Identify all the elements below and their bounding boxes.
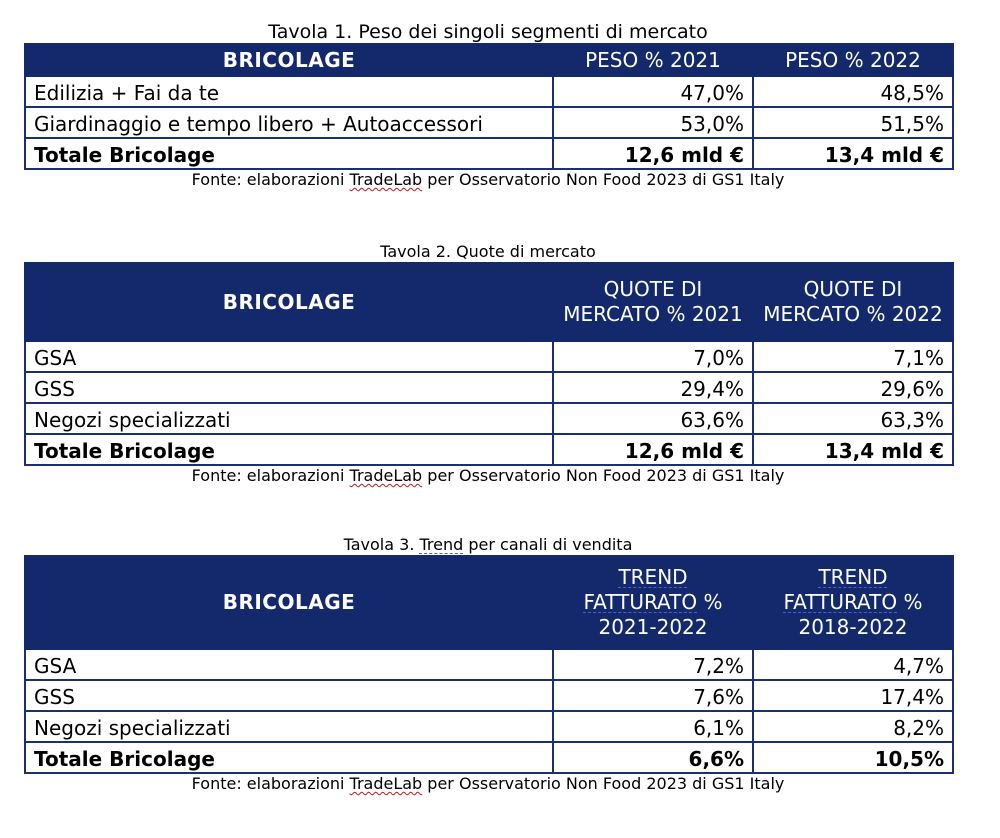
header-peso-2022: PESO % 2022 <box>753 44 953 76</box>
table-header-row <box>25 263 953 341</box>
table-1-caption: Tavola 1. Peso dei singoli segmenti di mercato <box>268 21 708 43</box>
cell-value: 63,3% <box>753 403 953 434</box>
table-row <box>25 649 953 680</box>
total-value: 6,6% <box>553 742 753 773</box>
row-label: Negozi specializzati <box>25 711 553 742</box>
row-label: Negozi specializzati <box>25 403 553 434</box>
total-label: Totale Bricolage <box>25 742 553 773</box>
source-suffix: per Osservatorio Non Food 2023 di GS1 Italy <box>422 466 785 485</box>
source-suffix: per Osservatorio Non Food 2023 di GS1 Italy <box>422 170 785 189</box>
total-value: 13,4 mld € <box>753 434 953 465</box>
source-prefix: Fonte: elaborazioni <box>191 170 350 189</box>
cell-value: 47,0% <box>553 76 753 107</box>
header-bricolage: BRICOLAGE <box>25 556 553 649</box>
header-word-trend: TREND <box>818 565 888 589</box>
row-label: GSA <box>25 649 553 680</box>
table-header-row <box>25 44 953 76</box>
row-label: GSS <box>25 680 553 711</box>
cell-value: 7,1% <box>753 341 953 372</box>
cell-value: 29,4% <box>553 372 753 403</box>
cell-value: 7,6% <box>553 680 753 711</box>
total-label: Totale Bricolage <box>25 138 553 169</box>
header-percent: % <box>897 590 923 614</box>
cell-value: 29,6% <box>753 372 953 403</box>
cell-value: 7,0% <box>553 341 753 372</box>
source-suffix: per Osservatorio Non Food 2023 di GS1 Italy <box>422 774 785 793</box>
total-value: 13,4 mld € <box>753 138 953 169</box>
total-label: Totale Bricolage <box>25 434 553 465</box>
header-quote-2022: QUOTE DI MERCATO % 2022 <box>753 263 953 341</box>
table-row <box>25 372 953 403</box>
table-3-caption <box>24 535 952 555</box>
total-value: 10,5% <box>753 742 953 773</box>
cell-value: 17,4% <box>753 680 953 711</box>
table-1-source <box>24 171 952 189</box>
row-label: GSS <box>25 372 553 403</box>
cell-value: 48,5% <box>753 76 953 107</box>
header-peso-2021: PESO % 2021 <box>553 44 753 76</box>
total-value: 12,6 mld € <box>553 138 753 169</box>
row-label: Edilizia + Fai da te <box>25 76 553 107</box>
total-row <box>25 138 953 169</box>
table-2 <box>24 262 954 466</box>
cell-value: 51,5% <box>753 107 953 138</box>
header-bricolage: BRICOLAGE <box>25 263 553 341</box>
total-row <box>25 434 953 465</box>
header-trend-2021-2022 <box>553 556 753 649</box>
header-period: 2018-2022 <box>798 615 908 639</box>
cell-value: 6,1% <box>553 711 753 742</box>
table-row <box>25 76 953 107</box>
header-word-trend: TREND <box>618 565 688 589</box>
table-3-block <box>24 535 952 793</box>
header-percent: % <box>697 590 723 614</box>
table-header-row <box>25 556 953 649</box>
table-1 <box>24 43 954 170</box>
cell-value: 7,2% <box>553 649 753 680</box>
table-row <box>25 107 953 138</box>
table-row <box>25 341 953 372</box>
header-word-fatturato: FATTURATO <box>583 590 698 614</box>
table-3 <box>24 555 954 774</box>
table-2-caption: Tavola 2. Quote di mercato <box>380 242 596 261</box>
row-label: Giardinaggio e tempo libero + Autoaccessori <box>25 107 553 138</box>
table-3-source <box>24 775 952 793</box>
cell-value: 53,0% <box>553 107 753 138</box>
table-row <box>25 403 953 434</box>
header-bricolage: BRICOLAGE <box>25 44 553 76</box>
table-row <box>25 711 953 742</box>
source-prefix: Fonte: elaborazioni <box>191 466 350 485</box>
source-brand: TradeLab <box>349 774 423 793</box>
source-brand: TradeLab <box>349 466 423 485</box>
header-period: 2021-2022 <box>598 615 708 639</box>
header-quote-2021: QUOTE DI MERCATO % 2021 <box>553 263 753 341</box>
total-value: 12,6 mld € <box>553 434 753 465</box>
table-1-block <box>24 21 952 189</box>
total-row <box>25 742 953 773</box>
cell-value: 4,7% <box>753 649 953 680</box>
caption-prefix: Tavola 3. <box>343 535 420 554</box>
table-row <box>25 680 953 711</box>
cell-value: 63,6% <box>553 403 753 434</box>
table-2-block <box>24 242 952 485</box>
caption-suffix: per canali di vendita <box>463 535 633 554</box>
header-trend-2018-2022 <box>753 556 953 649</box>
cell-value: 8,2% <box>753 711 953 742</box>
header-word-fatturato: FATTURATO <box>783 590 898 614</box>
source-prefix: Fonte: elaborazioni <box>191 774 350 793</box>
source-brand: TradeLab <box>349 170 423 189</box>
row-label: GSA <box>25 341 553 372</box>
caption-word: Trend <box>419 535 464 554</box>
table-2-source <box>24 467 952 485</box>
